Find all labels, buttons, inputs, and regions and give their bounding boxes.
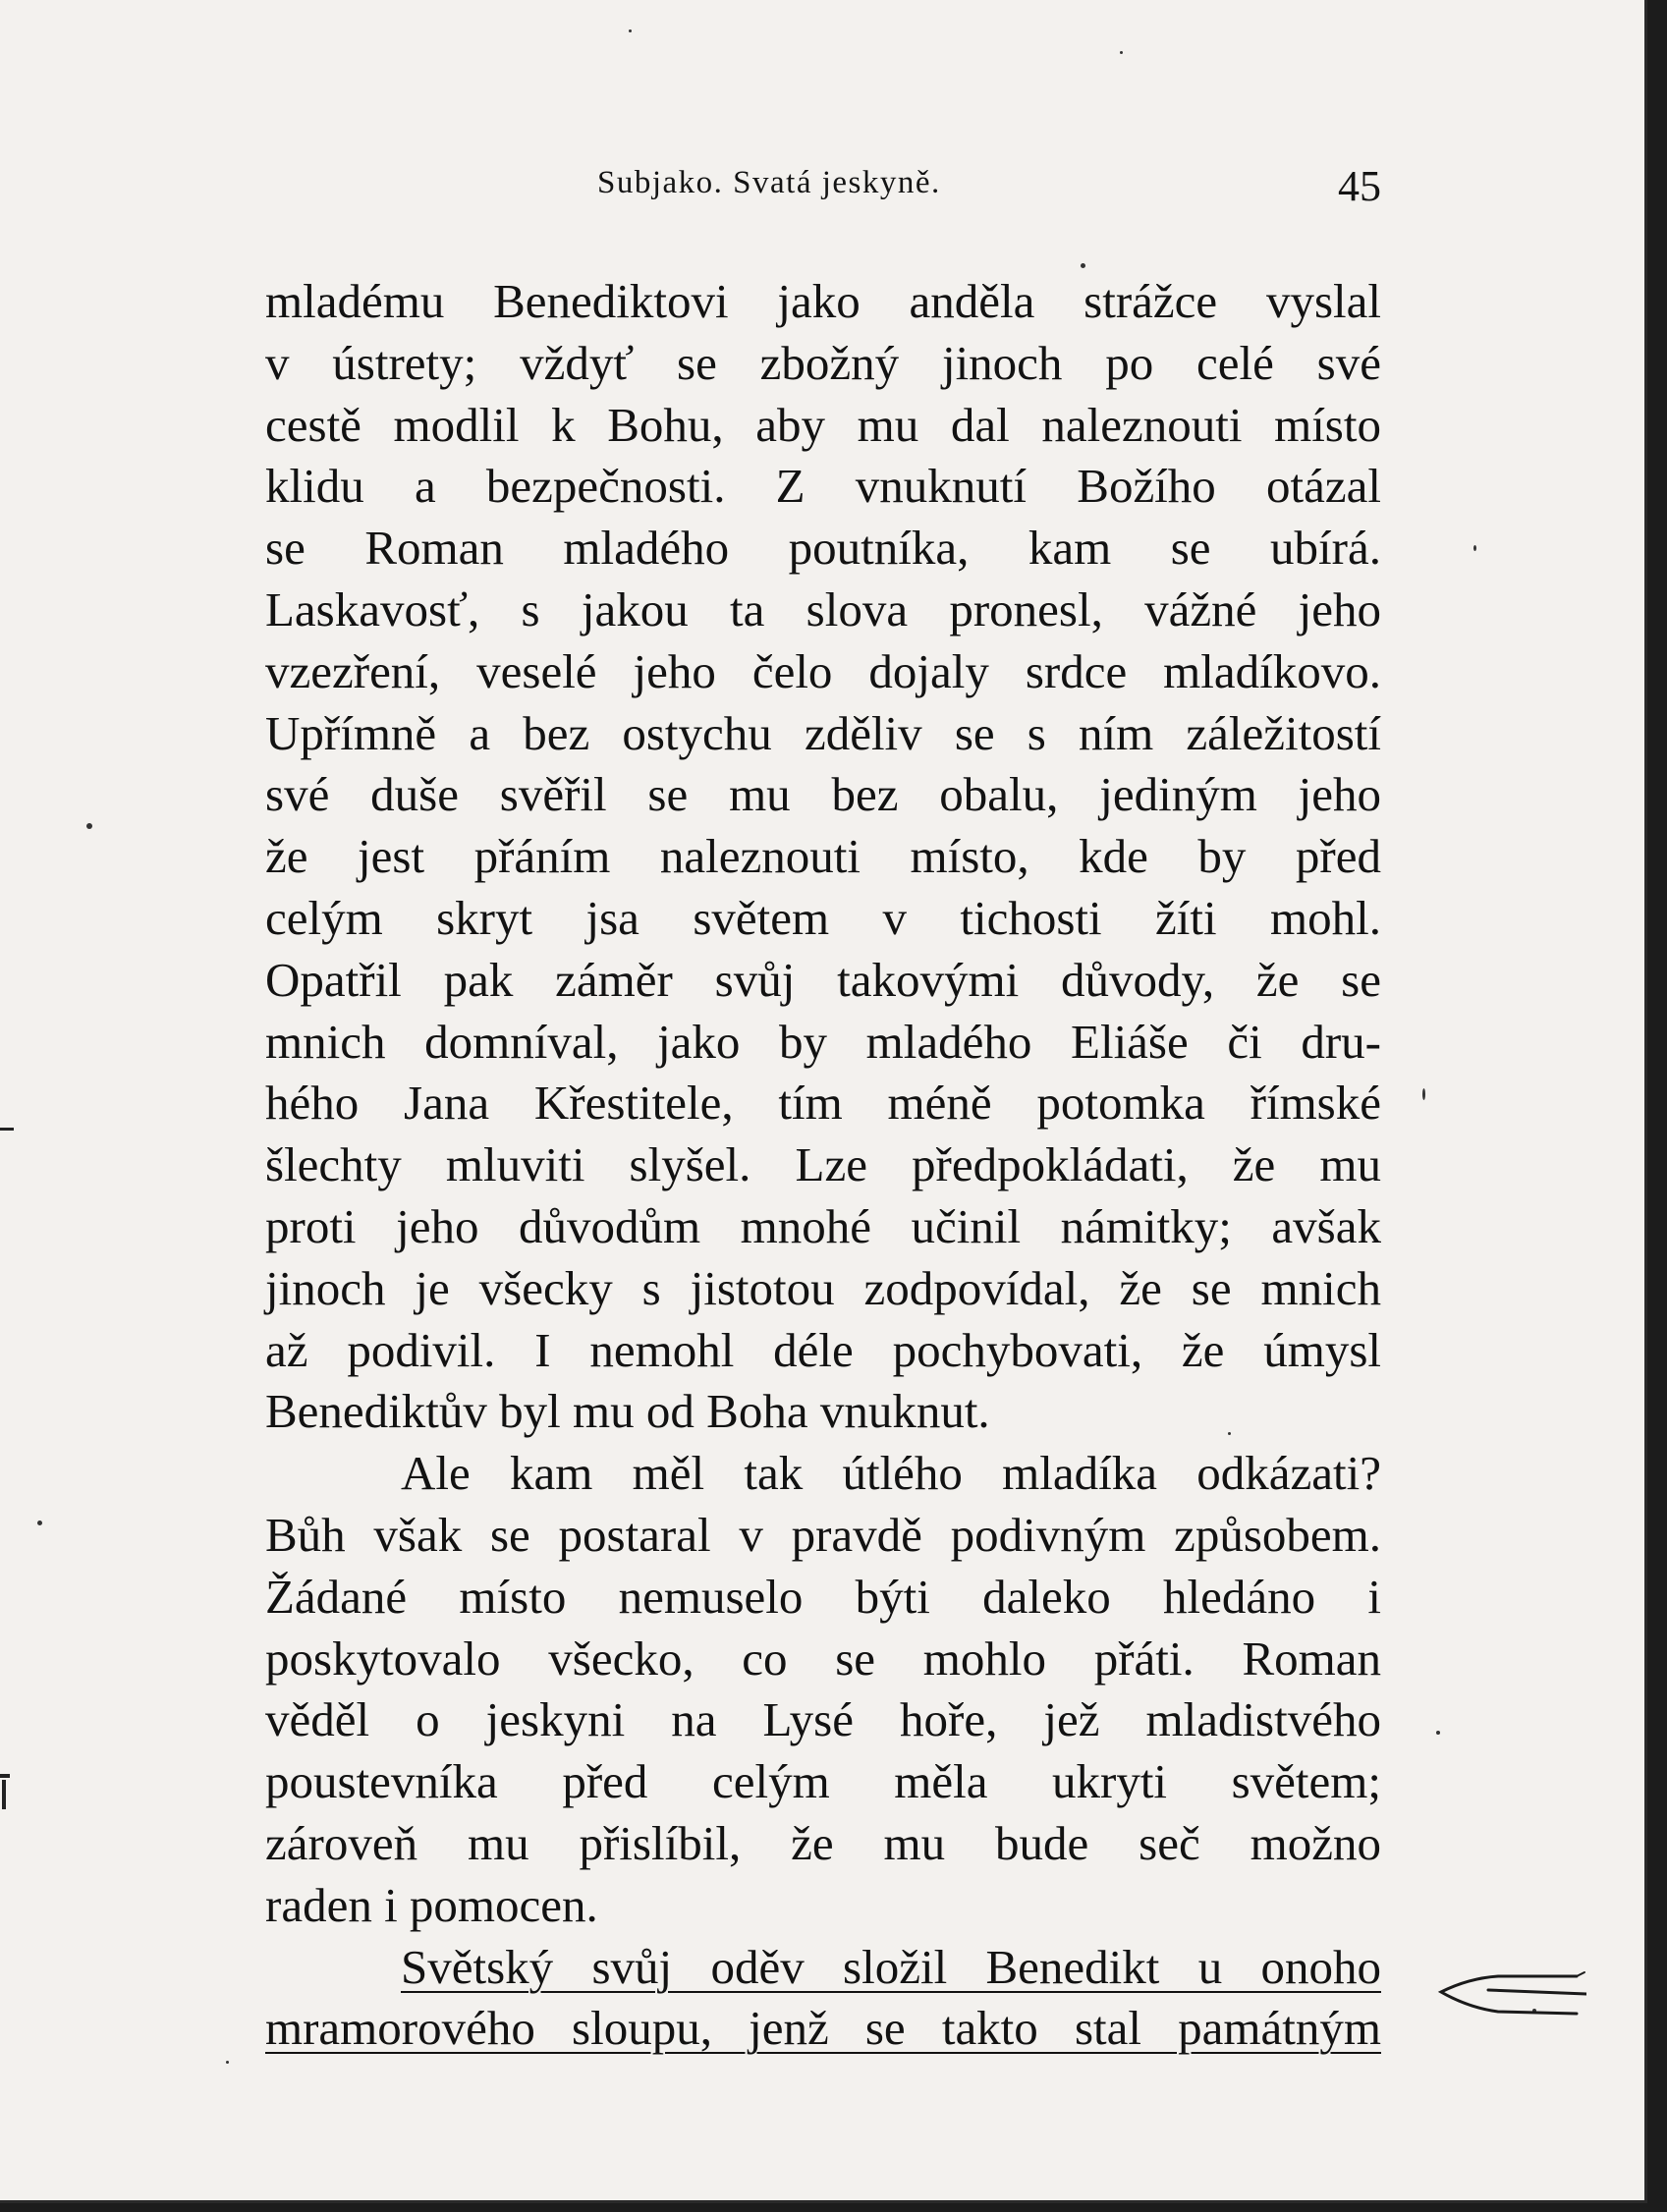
scan-speck [86, 823, 92, 829]
running-title: Subjako. Svatá jeskyně. [597, 165, 941, 200]
margin-arrow-icon [1429, 1953, 1586, 2031]
text-line: své duše svěřil se mu bez obalu, jediným jeho [265, 767, 1381, 822]
text-line: šlechty mluviti slyšel. Lze předpokládati, že mu [265, 1137, 1381, 1192]
text-line: vzezření, veselé jeho čelo dojaly srdce mladíkovo. [265, 643, 1381, 698]
text-line: mnich domníval, jako by mladého Eliáše či dru- [265, 1014, 1381, 1069]
running-header [265, 162, 1381, 214]
text-line: Žádané místo nemuselo býti daleko hledáno i [265, 1569, 1381, 1624]
page-number: 45 [1338, 162, 1381, 210]
text-line: raden i pomocen. [265, 1877, 598, 1932]
scan-speck [629, 29, 632, 32]
text-line: poskytovalo všecko, co se mohlo přáti. Roman [265, 1631, 1381, 1686]
text-line: celým skryt jsa světem v tichosti žíti mohl. [265, 890, 1381, 945]
scan-speck [1436, 1731, 1440, 1735]
margin-tick [0, 1128, 14, 1131]
scan-speck [1422, 1088, 1425, 1100]
scan-speck [1081, 263, 1085, 268]
text-line: Opatřil pak záměr svůj takovými důvody, že se [265, 952, 1381, 1007]
text-line: mladému Benediktovi jako anděla strážce vyslal [265, 274, 1381, 328]
text-line: věděl o jeskyni na Lysé hoře, jež mladistvého [265, 1692, 1381, 1747]
text-line-underlined: mramorového sloupu, jenž se takto stal památným [265, 2001, 1381, 2056]
text-line: se Roman mladého poutníka, kam se ubírá. [265, 521, 1381, 576]
scan-speck [226, 2061, 229, 2064]
text-line: Upřímně a bez ostychu zděliv se s ním záležitostí [265, 705, 1381, 760]
text-line: hého Jana Křestitele, tím méně potomka římské [265, 1076, 1381, 1131]
text-line: Laskavosť, s jakou ta slova pronesl, vážné jeho [265, 581, 1381, 636]
text-line: až podivil. I nemohl déle pochybovati, že úmysl [265, 1322, 1381, 1377]
scan-speck [1473, 545, 1476, 551]
text-line: Benediktův byl mu od Boha vnuknut. [265, 1384, 990, 1439]
text-line: Ale kam měl tak útlého mladíka odkázati? [401, 1446, 1381, 1501]
text-line: jinoch je všecky s jistotou zodpovídal, že se mnich [265, 1260, 1381, 1315]
text-line: poustevníka před celým měla ukryti světem; [265, 1754, 1381, 1809]
text-line: klidu a bezpečnosti. Z vnuknutí Božího otázal [265, 459, 1381, 514]
text-line: v ústrety; vždyť se zbožný jinoch po celé své [265, 335, 1381, 390]
text-line: Bůh však se postaral v pravdě podivným způsobem. [265, 1507, 1381, 1562]
text-line: proti jeho důvodům mnohé učinil námitky; avšak [265, 1198, 1381, 1253]
scan-speck [37, 1521, 42, 1525]
text-line-underlined: Světský svůj oděv složil Benedikt u onoho [401, 1939, 1381, 1994]
text-line: cestě modlil k Bohu, aby mu dal naleznouti místo [265, 397, 1381, 452]
text-line: že jest přáním naleznouti místo, kde by před [265, 829, 1381, 884]
margin-tick [2, 1780, 6, 1809]
text-line: zároveň mu přislíbil, že mu bude seč možno [265, 1815, 1381, 1870]
body-text [265, 271, 1381, 2060]
margin-tick [0, 1774, 10, 1778]
scan-speck [1120, 51, 1123, 54]
